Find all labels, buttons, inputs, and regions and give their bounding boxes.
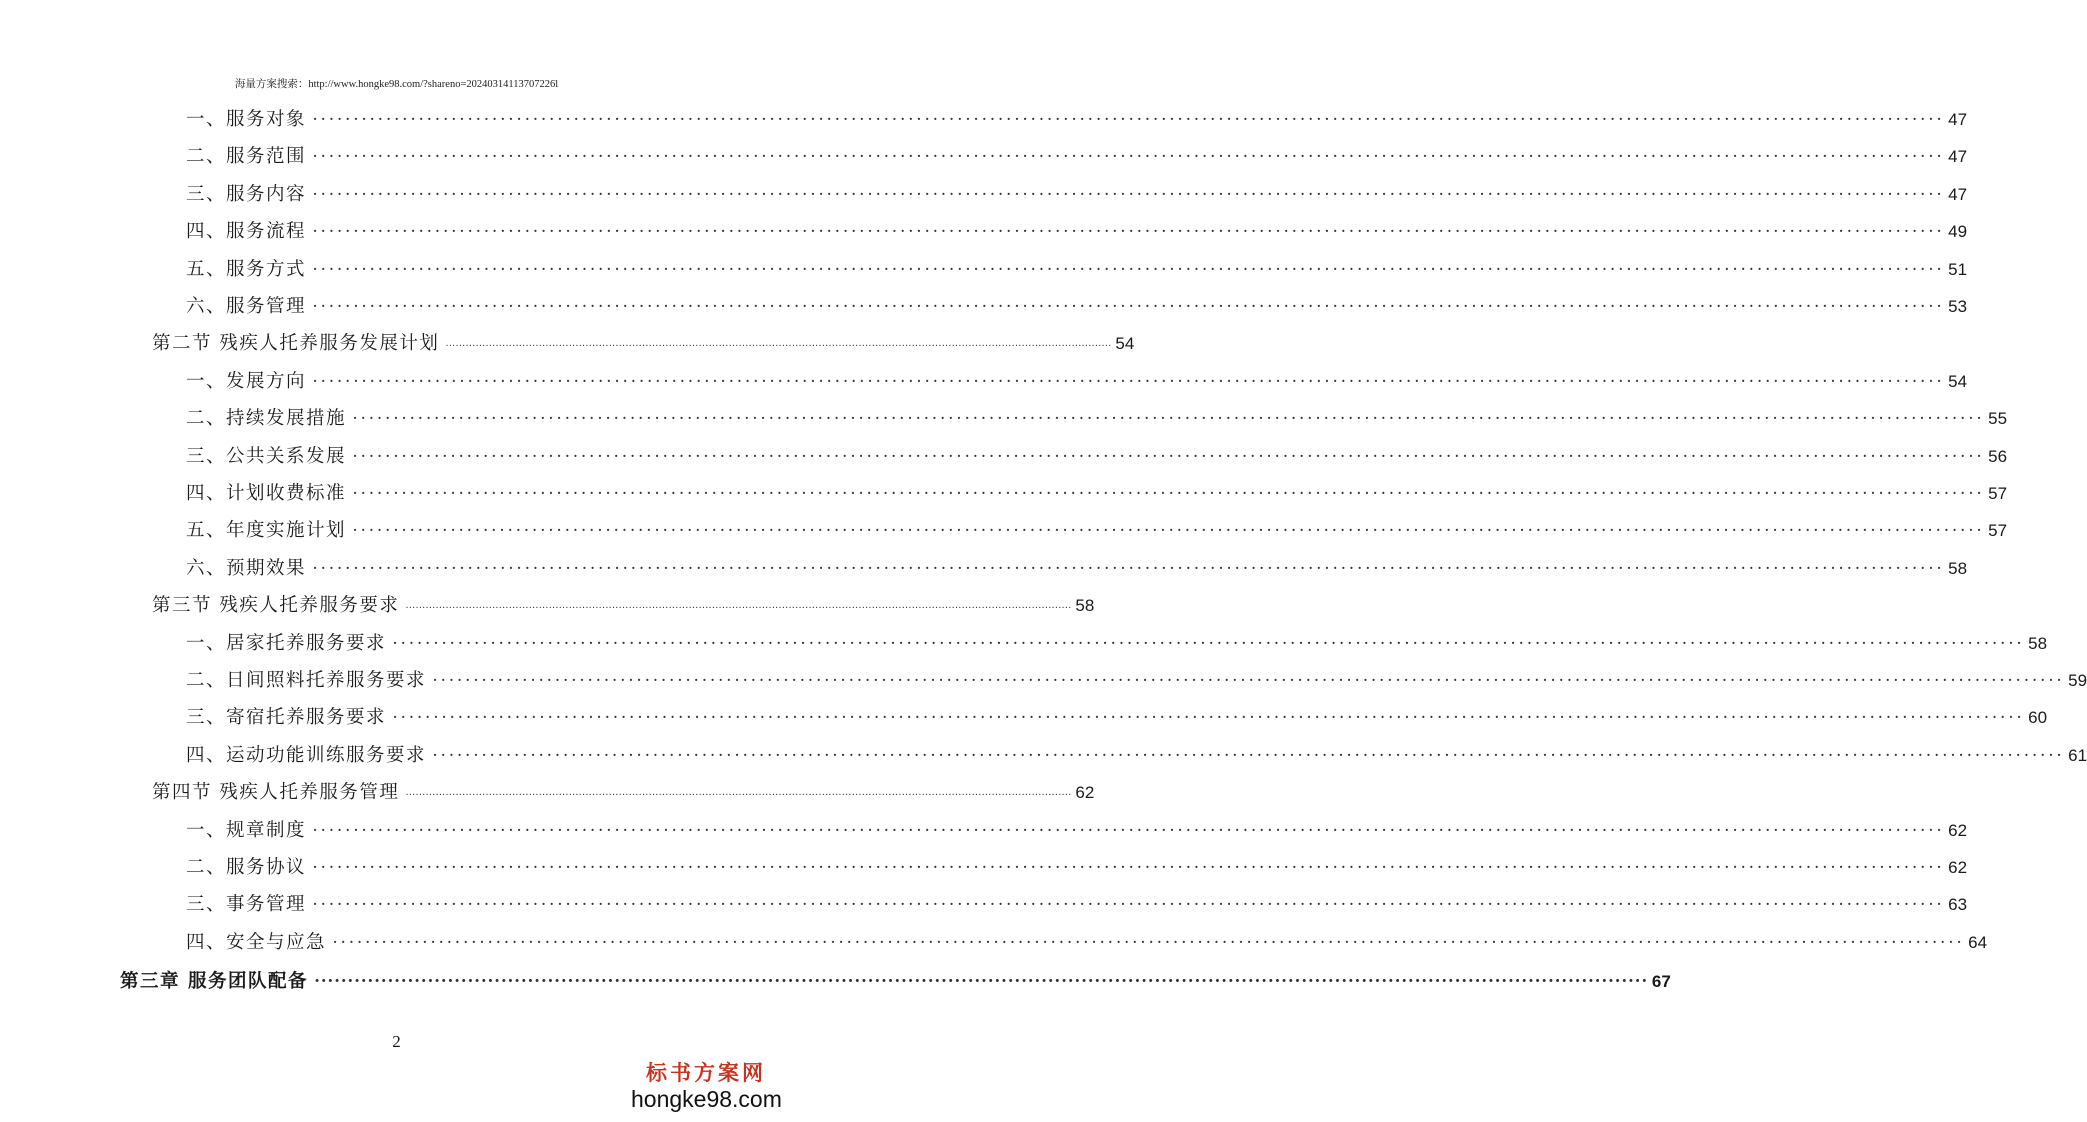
toc-entry-page: 59 — [2068, 671, 2087, 690]
toc-entry-label: 第三节 残疾人托养服务要求 — [152, 595, 400, 617]
toc-entry-page: 57 — [1988, 521, 2008, 541]
toc-entry-section[interactable] — [152, 588, 1095, 624]
toc-entry-page: 54 — [1948, 371, 1968, 391]
toc-entry-label: 一、居家托养服务要求 — [186, 632, 387, 654]
toc-entry-label: 三、寄宿托养服务要求 — [186, 707, 387, 729]
toc-entry-item[interactable] — [186, 626, 2048, 662]
toc-dot-leader: ········································································································································································································ — [352, 484, 1985, 504]
toc-entry-page: 47 — [1948, 147, 1968, 167]
toc-dot-leader: ········································································································································································································ — [312, 147, 1945, 168]
watermark-logo — [631, 1060, 781, 1112]
toc-dot-leader: ········································································································································································································ — [312, 297, 1945, 317]
watermark-cn-text: 标书方案网 — [646, 1060, 766, 1085]
toc-dot-leader: ········································································································································································································ — [312, 222, 1945, 243]
toc-entry-item[interactable] — [186, 177, 1968, 213]
toc-entry-page: 55 — [1988, 409, 2008, 429]
toc-entry-page: 49 — [1948, 222, 1968, 242]
toc-entry-item[interactable] — [186, 738, 2087, 774]
toc-entry-label: 二、服务协议 — [186, 857, 307, 878]
toc-dot-leader: ········································································································································································································ — [392, 708, 2025, 729]
toc-dot-leader: ········································································································································································································ — [445, 341, 1112, 353]
toc-entry-page: 58 — [2028, 633, 2048, 653]
toc-entry-label: 六、服务管理 — [186, 296, 307, 317]
toc-dot-leader: ········································································································································································································ — [352, 409, 1985, 430]
toc-dot-leader: ········································································································································································································ — [432, 671, 2065, 691]
toc-entry-label: 一、服务对象 — [186, 109, 307, 130]
toc-entry-label: 二、持续发展措施 — [186, 408, 347, 430]
toc-entry-page: 47 — [1948, 184, 1968, 204]
toc-entry-label: 二、服务范围 — [186, 146, 307, 168]
toc-dot-leader: ········································································································································································································ — [312, 558, 1945, 579]
header-search-url: 海量方案搜索：http://www.hongke98.com/?shareno=20240314113707226l — [234, 79, 559, 90]
toc-entry-page: 61 — [2068, 745, 2087, 765]
toc-entry-item[interactable] — [186, 102, 1968, 138]
toc-entry-label: 六、预期效果 — [186, 557, 307, 579]
toc-entry-page: 64 — [1968, 932, 1988, 952]
toc-entry-label: 四、安全与应急 — [186, 931, 327, 953]
toc-entry-item[interactable] — [186, 551, 1968, 587]
toc-dot-leader: ········································································································································································································ — [332, 932, 1965, 953]
toc-entry-label: 二、日间照料托养服务要求 — [186, 670, 427, 691]
toc-dot-leader: ········································································································································································································ — [405, 790, 1072, 802]
toc-entry-page: 47 — [1948, 110, 1968, 129]
toc-dot-leader: ········································································································································································································ — [432, 745, 2065, 766]
watermark-en-text: hongke98.com — [631, 1086, 782, 1112]
toc-entry-label: 五、服务方式 — [186, 258, 307, 280]
toc-dot-leader: ········································································································································································································ — [312, 184, 1945, 205]
toc-entry-label: 三、公共关系发展 — [186, 445, 347, 467]
toc-entry-item[interactable] — [186, 401, 2008, 437]
toc-entry-label: 四、计划收费标准 — [186, 483, 347, 504]
toc-dot-leader: ········································································································································································································ — [312, 259, 1945, 280]
toc-entry-item[interactable] — [186, 663, 2087, 699]
toc-entry-label: 第二节 残疾人托养服务发展计划 — [152, 333, 440, 355]
toc-dot-leader: ········································································································································································································ — [312, 820, 1945, 841]
toc-entry-page: 58 — [1948, 558, 1968, 578]
toc-entry-label: 第四节 残疾人托养服务管理 — [152, 782, 400, 804]
toc-dot-leader: ········································································································································································································ — [313, 972, 1648, 993]
toc-entry-section[interactable] — [152, 326, 1135, 362]
toc-entry-label: 四、服务流程 — [186, 221, 307, 243]
toc-entry-item[interactable] — [186, 214, 1968, 250]
toc-entry-label: 五、年度实施计划 — [186, 520, 347, 542]
toc-entry-item[interactable] — [186, 513, 2008, 549]
toc-entry-label: 三、事务管理 — [186, 894, 307, 916]
toc-entry-item[interactable] — [186, 476, 2008, 512]
toc-entry-page: 60 — [2028, 708, 2048, 728]
toc-entry-label: 三、服务内容 — [186, 183, 307, 205]
toc-entry-page: 54 — [1115, 334, 1135, 354]
toc-entry-item[interactable] — [186, 850, 1968, 886]
toc-dot-leader: ········································································································································································································ — [312, 895, 1945, 916]
toc-dot-leader: ········································································································································································································ — [392, 633, 2025, 654]
toc-dot-leader: ········································································································································································································ — [312, 110, 1945, 130]
page-number: 2 — [392, 1032, 401, 1051]
toc-entry-label: 第三章 服务团队配备 — [120, 971, 308, 993]
toc-entry-page: 63 — [1948, 895, 1968, 915]
toc-entry-label: 一、规章制度 — [186, 819, 307, 841]
toc-dot-leader: ········································································································································································································ — [352, 521, 1985, 542]
toc-entry-item[interactable] — [186, 700, 2048, 736]
toc-entry-page: 58 — [1075, 596, 1095, 616]
toc-entry-page: 56 — [1988, 446, 2008, 466]
toc-entry-label: 一、发展方向 — [186, 370, 307, 392]
toc-entry-page: 57 — [1988, 484, 2008, 503]
toc-entry-page: 62 — [1948, 858, 1968, 877]
toc-entry-item[interactable] — [186, 925, 1988, 961]
toc-entry-item[interactable] — [186, 887, 1968, 923]
toc-dot-leader: ········································································································································································································ — [405, 603, 1072, 615]
toc-entry-page: 51 — [1948, 259, 1968, 279]
toc-entry-section[interactable] — [152, 775, 1095, 811]
toc-dot-leader: ········································································································································································································ — [312, 858, 1945, 878]
toc-entry-item[interactable] — [186, 439, 2008, 475]
toc-entry-page: 62 — [1075, 783, 1095, 803]
toc-entry-item[interactable] — [186, 364, 1968, 400]
toc-entry-item[interactable] — [186, 813, 1968, 849]
toc-entry-page: 53 — [1948, 297, 1968, 316]
toc-entry-item[interactable] — [186, 139, 1968, 175]
toc-entry-chapter[interactable] — [120, 964, 1671, 1000]
toc-entry-item[interactable] — [186, 289, 1968, 325]
toc-entry-page: 62 — [1948, 820, 1968, 840]
toc-dot-leader: ········································································································································································································ — [352, 446, 1985, 467]
toc-entry-item[interactable] — [186, 252, 1968, 288]
toc-entry-page: 67 — [1651, 972, 1671, 992]
toc-dot-leader: ········································································································································································································ — [312, 371, 1945, 392]
toc-entry-label: 四、运动功能训练服务要求 — [186, 744, 427, 766]
